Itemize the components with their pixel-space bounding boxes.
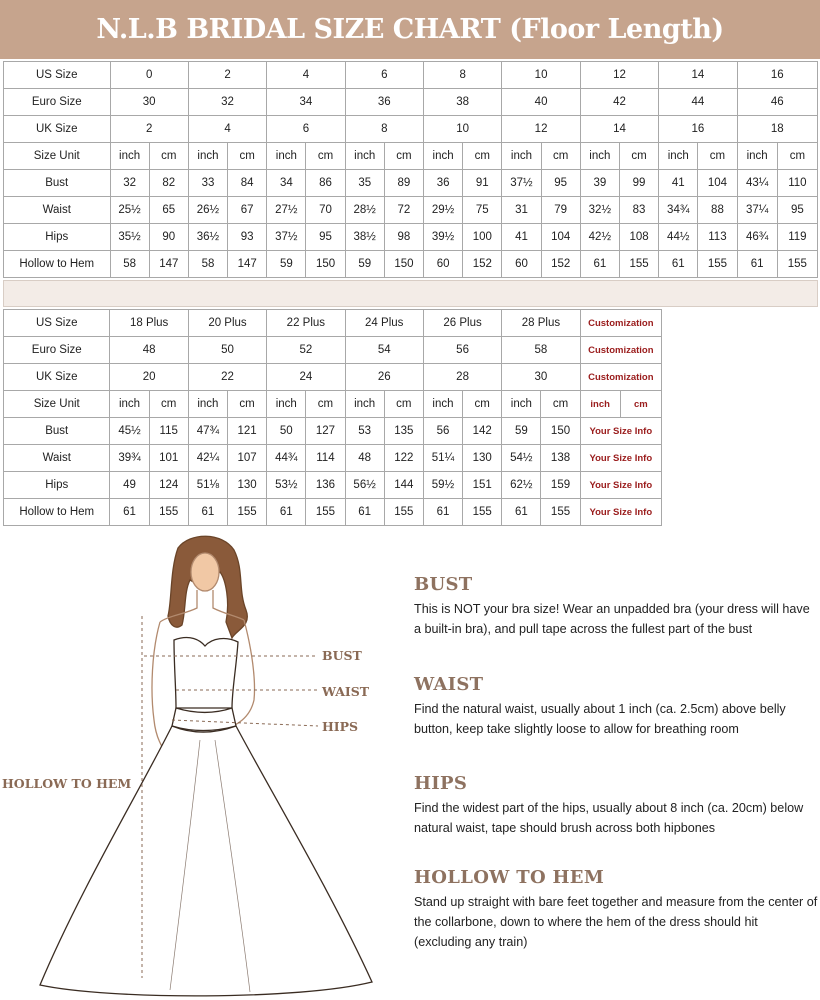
measure-cell: 152 [463, 251, 502, 278]
measure-cell: 26½ [188, 197, 227, 224]
unit-inch-cell: inch [110, 391, 149, 418]
us-size-cell: 6 [345, 62, 423, 89]
measure-cell: 54½ [502, 445, 541, 472]
us-size-cell: 14 [659, 62, 737, 89]
measure-cell: 130 [227, 472, 266, 499]
measure-cell: 104 [541, 224, 580, 251]
measure-cell: 38½ [345, 224, 384, 251]
table-row [4, 337, 662, 364]
unit-cm-cell: cm [228, 143, 267, 170]
measure-cell: 56½ [345, 472, 384, 499]
euro-size-cell: 32 [188, 89, 266, 116]
euro-size-cell: 52 [267, 337, 345, 364]
uk-size-cell: 14 [580, 116, 658, 143]
us-size-cell: 4 [267, 62, 345, 89]
measure-cell: 83 [619, 197, 658, 224]
euro-size-cell: 38 [424, 89, 502, 116]
measure-cell: 122 [384, 445, 423, 472]
section-hollow-to-hem [414, 867, 818, 952]
measure-cell: 61 [502, 499, 541, 526]
unit-inch-cell: inch [423, 391, 462, 418]
euro-size-cell: 36 [345, 89, 423, 116]
us-size-cell: 16 [737, 62, 817, 89]
uk-size-cell: 26 [345, 364, 423, 391]
unit-cm-cell: cm [620, 391, 661, 418]
measure-cell: 110 [777, 170, 817, 197]
size-table-standard [3, 61, 818, 278]
hips-marker-label: HIPS [322, 719, 359, 734]
measure-cell: 44½ [659, 224, 698, 251]
row-label: UK Size [4, 116, 111, 143]
measure-cell: 136 [306, 472, 345, 499]
table-row [4, 364, 662, 391]
table-row [4, 251, 818, 278]
measure-cell: 39¾ [110, 445, 149, 472]
measure-cell: 48 [345, 445, 384, 472]
measure-cell: 70 [306, 197, 345, 224]
measure-cell: 50 [267, 418, 306, 445]
your-size-cell: Your Size Info [580, 418, 661, 445]
measure-cell: 47¾ [188, 418, 227, 445]
us-size-cell: 12 [580, 62, 658, 89]
measure-cell: 147 [149, 251, 188, 278]
uk-size-cell: 4 [188, 116, 266, 143]
unit-inch-cell: inch [737, 143, 777, 170]
unit-cm-cell: cm [306, 391, 345, 418]
unit-cm-cell: cm [227, 391, 266, 418]
unit-inch-cell: inch [345, 391, 384, 418]
measure-cell: 115 [149, 418, 188, 445]
euro-size-cell: 54 [345, 337, 423, 364]
euro-size-cell: 46 [737, 89, 817, 116]
euro-size-cell: 50 [188, 337, 266, 364]
your-size-cell: Your Size Info [580, 472, 661, 499]
measure-cell: 53½ [267, 472, 306, 499]
measure-cell: 113 [698, 224, 737, 251]
measure-cell: 59 [502, 418, 541, 445]
unit-cm-cell: cm [384, 143, 423, 170]
measure-cell: 61 [188, 499, 227, 526]
row-label: UK Size [4, 364, 110, 391]
measure-cell: 60 [502, 251, 541, 278]
uk-size-cell: 30 [502, 364, 580, 391]
measure-cell: 93 [228, 224, 267, 251]
section-hips [414, 773, 818, 838]
table-row [4, 418, 662, 445]
measure-cell: 61 [267, 499, 306, 526]
euro-size-cell: 34 [267, 89, 345, 116]
measure-cell: 89 [384, 170, 423, 197]
euro-size-cell: 58 [502, 337, 580, 364]
measure-cell: 155 [384, 499, 423, 526]
measure-cell: 150 [306, 251, 345, 278]
measure-cell: 28½ [345, 197, 384, 224]
measure-cell: 51⅛ [188, 472, 227, 499]
measure-cell: 155 [777, 251, 817, 278]
hollow-marker-label: HOLLOW TO HEM [2, 776, 132, 791]
measure-cell: 86 [306, 170, 345, 197]
section-heading: HOLLOW TO HEM [414, 867, 605, 888]
uk-size-cell: 24 [267, 364, 345, 391]
measure-cell: 104 [698, 170, 737, 197]
us-size-cell: 26 Plus [423, 310, 501, 337]
unit-cm-cell: cm [306, 143, 345, 170]
us-size-cell: 28 Plus [502, 310, 580, 337]
measure-cell: 108 [619, 224, 658, 251]
measure-cell: 36½ [188, 224, 227, 251]
measure-cell: 121 [227, 418, 266, 445]
row-label: Hollow to Hem [4, 499, 110, 526]
measure-cell: 99 [619, 170, 658, 197]
measure-cell: 88 [698, 197, 737, 224]
measure-cell: 124 [149, 472, 188, 499]
measure-cell: 127 [306, 418, 345, 445]
unit-cm-cell: cm [149, 391, 188, 418]
bust-marker-label: BUST [322, 648, 362, 663]
measure-cell: 155 [227, 499, 266, 526]
uk-size-cell: 16 [659, 116, 737, 143]
euro-size-cell: 40 [502, 89, 580, 116]
measure-cell: 59 [345, 251, 384, 278]
uk-size-cell: 12 [502, 116, 580, 143]
section-body: Find the widest part of the hips, usually about 8 inch (ca. 20cm) below natural waist, tape should brush across both hipbones [414, 801, 804, 835]
table-row [4, 445, 662, 472]
measure-cell: 61 [737, 251, 777, 278]
section-body: This is NOT your bra size! Wear an unpadded bra (your dress will have a built-in bra), and pull tape across the fullest part of the bust [414, 602, 810, 636]
measure-cell: 155 [619, 251, 658, 278]
unit-inch-cell: inch [110, 143, 149, 170]
section-heading: WAIST [414, 674, 484, 695]
uk-size-cell: 2 [110, 116, 188, 143]
measure-cell: 147 [228, 251, 267, 278]
unit-inch-cell: inch [267, 143, 306, 170]
table-row [4, 143, 818, 170]
uk-size-cell: 22 [188, 364, 266, 391]
measure-cell: 100 [463, 224, 502, 251]
section-body: Stand up straight with bare feet together and measure from the center of the collarbone, down to where the hem of the dress should hit (excluding any train) [414, 895, 818, 949]
unit-inch-cell: inch [580, 143, 619, 170]
measure-cell: 95 [541, 170, 580, 197]
us-size-cell: 0 [110, 62, 188, 89]
table-row [4, 391, 662, 418]
unit-cm-cell: cm [698, 143, 737, 170]
measure-cell: 142 [463, 418, 502, 445]
measure-cell: 67 [228, 197, 267, 224]
row-label: Euro Size [4, 89, 111, 116]
measure-cell: 150 [541, 418, 580, 445]
measure-cell: 138 [541, 445, 580, 472]
measure-cell: 155 [463, 499, 502, 526]
measure-cell: 36 [424, 170, 463, 197]
customization-cell: Customization [580, 364, 661, 391]
dress-outline [40, 536, 372, 996]
measure-cell: 72 [384, 197, 423, 224]
measure-cell: 90 [149, 224, 188, 251]
customization-cell: Customization [580, 337, 661, 364]
measure-cell: 152 [541, 251, 580, 278]
measure-cell: 119 [777, 224, 817, 251]
unit-cm-cell: cm [619, 143, 658, 170]
measure-cell: 39 [580, 170, 619, 197]
unit-cm-cell: cm [541, 391, 580, 418]
measure-cell: 41 [502, 224, 541, 251]
measurement-figure [0, 530, 400, 1000]
measure-cell: 29½ [424, 197, 463, 224]
table-row [4, 116, 818, 143]
measure-cell: 32 [110, 170, 149, 197]
unit-inch-cell: inch [267, 391, 306, 418]
measure-cell: 107 [227, 445, 266, 472]
us-size-cell: 2 [188, 62, 266, 89]
uk-size-cell: 10 [424, 116, 502, 143]
measure-cell: 41 [659, 170, 698, 197]
measure-cell: 37½ [502, 170, 541, 197]
size-table-plus [3, 309, 662, 526]
measure-cell: 39½ [424, 224, 463, 251]
row-label: Waist [4, 197, 111, 224]
measure-cell: 151 [463, 472, 502, 499]
measure-cell: 49 [110, 472, 149, 499]
measure-cell: 61 [423, 499, 462, 526]
measure-cell: 61 [345, 499, 384, 526]
measure-cell: 42¼ [188, 445, 227, 472]
section-bust [414, 574, 818, 639]
unit-inch-cell: inch [502, 391, 541, 418]
us-size-cell: 24 Plus [345, 310, 423, 337]
unit-cm-cell: cm [149, 143, 188, 170]
uk-size-cell: 6 [267, 116, 345, 143]
row-label: Euro Size [4, 337, 110, 364]
unit-inch-cell: inch [502, 143, 541, 170]
us-size-cell: 10 [502, 62, 580, 89]
measure-cell: 61 [580, 251, 619, 278]
row-label: Hips [4, 224, 111, 251]
unit-inch-cell: inch [424, 143, 463, 170]
measure-cell: 101 [149, 445, 188, 472]
measure-cell: 155 [149, 499, 188, 526]
us-size-cell: 18 Plus [110, 310, 188, 337]
measure-cell: 95 [306, 224, 345, 251]
measure-cell: 155 [541, 499, 580, 526]
measure-cell: 45½ [110, 418, 149, 445]
measure-cell: 159 [541, 472, 580, 499]
row-label: Bust [4, 418, 110, 445]
unit-cm-cell: cm [463, 143, 502, 170]
uk-size-cell: 20 [110, 364, 188, 391]
your-size-cell: Your Size Info [580, 499, 661, 526]
section-body: Find the natural waist, usually about 1 inch (ca. 2.5cm) above belly button, keep take slightly loose to allow for breathing room [414, 702, 786, 736]
measure-cell: 35½ [110, 224, 149, 251]
chart-title: N.L.B BRIDAL SIZE CHART (Floor Length) [96, 14, 724, 45]
measure-cell: 59½ [423, 472, 462, 499]
unit-inch-cell: inch [345, 143, 384, 170]
unit-cm-cell: cm [384, 391, 423, 418]
unit-inch-cell: inch [580, 391, 620, 418]
measure-cell: 33 [188, 170, 227, 197]
measure-cell: 82 [149, 170, 188, 197]
measure-cell: 114 [306, 445, 345, 472]
measure-cell: 53 [345, 418, 384, 445]
table-row [4, 472, 662, 499]
measure-cell: 95 [777, 197, 817, 224]
table-row [4, 170, 818, 197]
measure-cell: 34¾ [659, 197, 698, 224]
table-row [4, 224, 818, 251]
measure-cell: 51¼ [423, 445, 462, 472]
row-label: Waist [4, 445, 110, 472]
measure-cell: 79 [541, 197, 580, 224]
table-row [4, 310, 662, 337]
row-label: US Size [4, 62, 111, 89]
measure-cell: 35 [345, 170, 384, 197]
measure-cell: 58 [110, 251, 149, 278]
title-banner [0, 0, 820, 59]
measure-cell: 61 [659, 251, 698, 278]
us-size-cell: 20 Plus [188, 310, 266, 337]
measure-cell: 42½ [580, 224, 619, 251]
measure-cell: 27½ [267, 197, 306, 224]
unit-inch-cell: inch [188, 391, 227, 418]
measure-cell: 43¼ [737, 170, 777, 197]
measure-cell: 37¼ [737, 197, 777, 224]
row-label: US Size [4, 310, 110, 337]
measure-cell: 155 [698, 251, 737, 278]
measure-cell: 144 [384, 472, 423, 499]
section-heading: HIPS [414, 773, 468, 794]
section-waist [414, 674, 818, 739]
measure-cell: 75 [463, 197, 502, 224]
measure-cell: 46¾ [737, 224, 777, 251]
us-size-cell: 22 Plus [267, 310, 345, 337]
waist-marker-label: WAIST [322, 684, 370, 699]
table-row [4, 62, 818, 89]
measure-cell: 34 [267, 170, 306, 197]
uk-size-cell: 8 [345, 116, 423, 143]
euro-size-cell: 30 [110, 89, 188, 116]
section-heading: BUST [414, 574, 473, 595]
measure-cell: 32½ [580, 197, 619, 224]
euro-size-cell: 56 [423, 337, 501, 364]
uk-size-cell: 18 [737, 116, 817, 143]
table-row [4, 499, 662, 526]
unit-inch-cell: inch [188, 143, 227, 170]
measure-cell: 98 [384, 224, 423, 251]
measure-cell: 60 [424, 251, 463, 278]
measure-cell: 135 [384, 418, 423, 445]
row-label: Hips [4, 472, 110, 499]
row-label: Hollow to Hem [4, 251, 111, 278]
measure-cell: 37½ [267, 224, 306, 251]
your-size-cell: Your Size Info [580, 445, 661, 472]
measure-cell: 65 [149, 197, 188, 224]
measure-cell: 155 [306, 499, 345, 526]
customization-cell: Customization [580, 310, 661, 337]
measure-cell: 150 [384, 251, 423, 278]
measure-cell: 44¾ [267, 445, 306, 472]
row-label: Size Unit [4, 391, 110, 418]
row-label: Bust [4, 170, 111, 197]
unit-inch-cell: inch [659, 143, 698, 170]
euro-size-cell: 44 [659, 89, 737, 116]
measure-cell: 59 [267, 251, 306, 278]
euro-size-cell: 48 [110, 337, 188, 364]
table-row [4, 89, 818, 116]
measure-cell: 84 [228, 170, 267, 197]
unit-cm-cell: cm [541, 143, 580, 170]
measure-cell: 62½ [502, 472, 541, 499]
unit-cm-cell: cm [463, 391, 502, 418]
measure-cell: 25½ [110, 197, 149, 224]
us-size-cell: 8 [424, 62, 502, 89]
measure-cell: 61 [110, 499, 149, 526]
unit-cm-cell: cm [777, 143, 817, 170]
measure-cell: 130 [463, 445, 502, 472]
measure-cell: 56 [423, 418, 462, 445]
uk-size-cell: 28 [423, 364, 501, 391]
table-divider [3, 280, 818, 307]
table-row [4, 197, 818, 224]
row-label: Size Unit [4, 143, 111, 170]
euro-size-cell: 42 [580, 89, 658, 116]
measure-cell: 31 [502, 197, 541, 224]
measure-cell: 91 [463, 170, 502, 197]
measure-cell: 58 [188, 251, 227, 278]
